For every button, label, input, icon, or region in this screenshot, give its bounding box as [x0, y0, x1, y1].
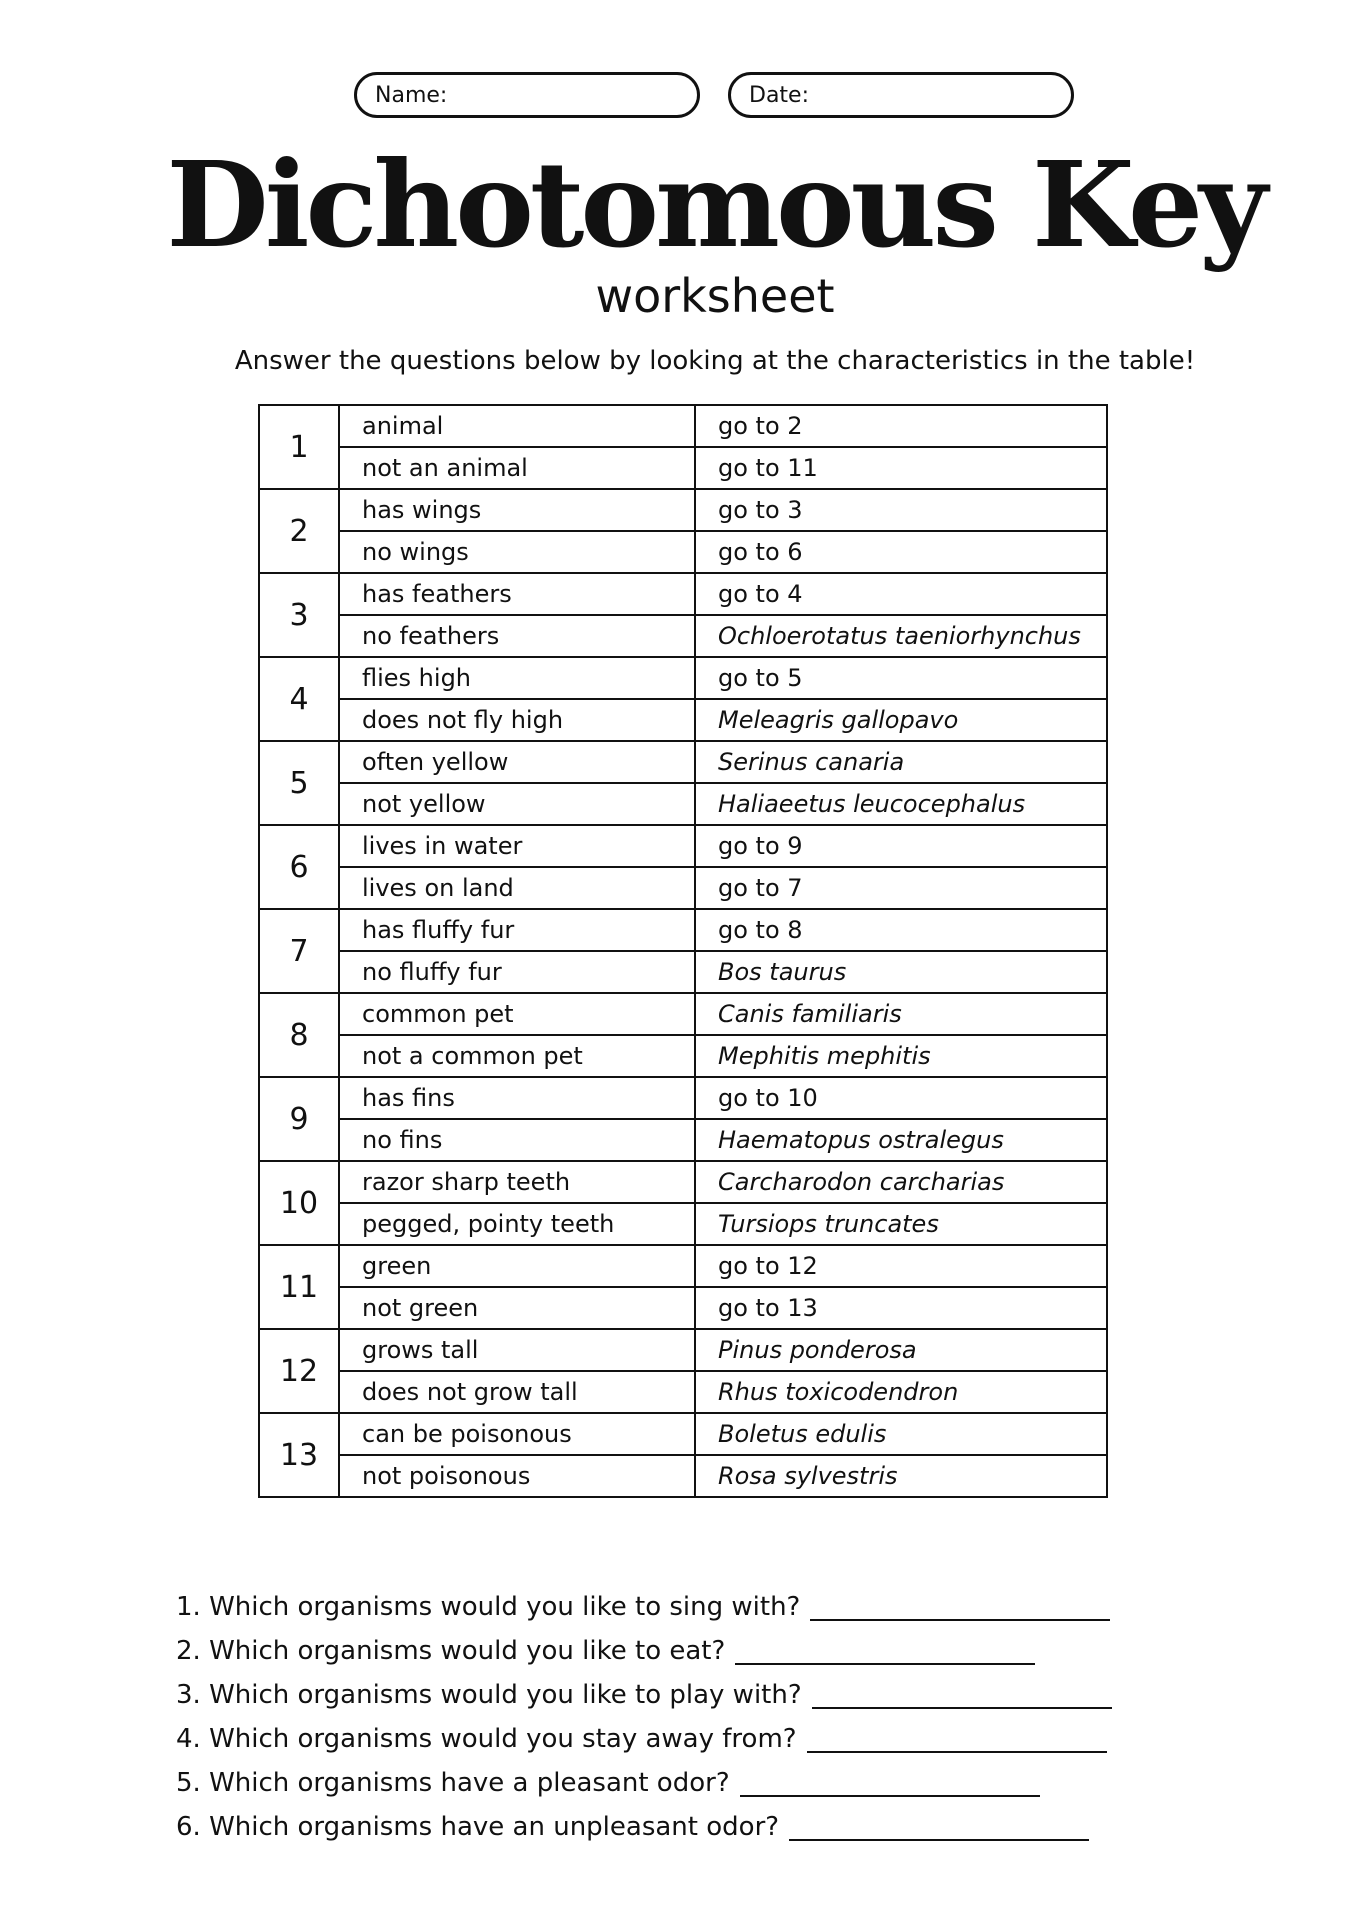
species-name-cell: Bos taurus — [695, 951, 1107, 993]
dichotomous-key-table — [258, 404, 1108, 1498]
name-label: Name: — [375, 82, 448, 108]
key-row — [259, 825, 1107, 867]
date-label: Date: — [749, 82, 809, 108]
trait-cell: does not fly high — [339, 699, 695, 741]
step-number: 4 — [259, 657, 339, 741]
species-name-cell: Rosa sylvestris — [695, 1455, 1107, 1497]
questions-list — [176, 1585, 1196, 1849]
step-number: 6 — [259, 825, 339, 909]
species-name-cell: Canis familiaris — [695, 993, 1107, 1035]
step-number: 8 — [259, 993, 339, 1077]
trait-cell: animal — [339, 405, 695, 447]
trait-cell: no fluffy fur — [339, 951, 695, 993]
key-row — [259, 867, 1107, 909]
step-number: 3 — [259, 573, 339, 657]
key-row — [259, 447, 1107, 489]
date-field[interactable] — [728, 72, 1074, 118]
go-to-cell: go to 5 — [695, 657, 1107, 699]
trait-cell: not a common pet — [339, 1035, 695, 1077]
key-row — [259, 1245, 1107, 1287]
step-number: 11 — [259, 1245, 339, 1329]
species-name-cell: Boletus edulis — [695, 1413, 1107, 1455]
key-row — [259, 1035, 1107, 1077]
question-item — [176, 1629, 1196, 1673]
trait-cell: lives in water — [339, 825, 695, 867]
go-to-cell: go to 3 — [695, 489, 1107, 531]
step-number: 2 — [259, 489, 339, 573]
answer-blank[interactable] — [807, 1721, 1107, 1753]
species-name-cell: Serinus canaria — [695, 741, 1107, 783]
trait-cell: flies high — [339, 657, 695, 699]
key-row — [259, 1455, 1107, 1497]
trait-cell: pegged, pointy teeth — [339, 1203, 695, 1245]
question-text: 5. Which organisms have a pleasant odor? — [176, 1768, 730, 1798]
key-row — [259, 741, 1107, 783]
step-number: 7 — [259, 909, 339, 993]
go-to-cell: go to 7 — [695, 867, 1107, 909]
trait-cell: does not grow tall — [339, 1371, 695, 1413]
name-field[interactable] — [354, 72, 700, 118]
step-number: 9 — [259, 1077, 339, 1161]
trait-cell: not an animal — [339, 447, 695, 489]
key-row — [259, 615, 1107, 657]
question-text: 1. Which organisms would you like to sing with? — [176, 1592, 801, 1622]
go-to-cell: go to 6 — [695, 531, 1107, 573]
trait-cell: no fins — [339, 1119, 695, 1161]
species-name-cell: Mephitis mephitis — [695, 1035, 1107, 1077]
question-text: 3. Which organisms would you like to play with? — [176, 1680, 802, 1710]
trait-cell: not poisonous — [339, 1455, 695, 1497]
key-row — [259, 1203, 1107, 1245]
go-to-cell: go to 9 — [695, 825, 1107, 867]
question-text: 2. Which organisms would you like to eat? — [176, 1636, 726, 1666]
trait-cell: no feathers — [339, 615, 695, 657]
key-row — [259, 1287, 1107, 1329]
species-name-cell: Pinus ponderosa — [695, 1329, 1107, 1371]
question-item — [176, 1673, 1196, 1717]
key-row — [259, 1119, 1107, 1161]
key-row — [259, 699, 1107, 741]
key-row — [259, 531, 1107, 573]
trait-cell: no wings — [339, 531, 695, 573]
trait-cell: common pet — [339, 993, 695, 1035]
step-number: 13 — [259, 1413, 339, 1497]
answer-blank[interactable] — [735, 1633, 1035, 1665]
key-row — [259, 405, 1107, 447]
go-to-cell: go to 13 — [695, 1287, 1107, 1329]
key-row — [259, 951, 1107, 993]
key-row — [259, 783, 1107, 825]
trait-cell: often yellow — [339, 741, 695, 783]
question-item — [176, 1585, 1196, 1629]
go-to-cell: go to 2 — [695, 405, 1107, 447]
trait-cell: has feathers — [339, 573, 695, 615]
trait-cell: has wings — [339, 489, 695, 531]
answer-blank[interactable] — [812, 1677, 1112, 1709]
trait-cell: has fluffy fur — [339, 909, 695, 951]
trait-cell: grows tall — [339, 1329, 695, 1371]
question-item — [176, 1717, 1196, 1761]
go-to-cell: go to 4 — [695, 573, 1107, 615]
trait-cell: has fins — [339, 1077, 695, 1119]
question-text: 4. Which organisms would you stay away from? — [176, 1724, 797, 1754]
question-text: 6. Which organisms have an unpleasant odor? — [176, 1812, 780, 1842]
page-subtitle: worksheet — [595, 269, 835, 323]
go-to-cell: go to 12 — [695, 1245, 1107, 1287]
key-row — [259, 1371, 1107, 1413]
question-item — [176, 1761, 1196, 1805]
instructions-text: Answer the questions below by looking at the characteristics in the table! — [234, 346, 1196, 376]
go-to-cell: go to 10 — [695, 1077, 1107, 1119]
step-number: 10 — [259, 1161, 339, 1245]
species-name-cell: Carcharodon carcharias — [695, 1161, 1107, 1203]
key-row — [259, 1329, 1107, 1371]
go-to-cell: go to 8 — [695, 909, 1107, 951]
page-title: Dichotomous Key — [166, 135, 1264, 274]
species-name-cell: Haematopus ostralegus — [695, 1119, 1107, 1161]
trait-cell: razor sharp teeth — [339, 1161, 695, 1203]
trait-cell: not yellow — [339, 783, 695, 825]
key-row — [259, 573, 1107, 615]
species-name-cell: Meleagris gallopavo — [695, 699, 1107, 741]
trait-cell: can be poisonous — [339, 1413, 695, 1455]
key-row — [259, 909, 1107, 951]
go-to-cell: go to 11 — [695, 447, 1107, 489]
key-row — [259, 489, 1107, 531]
species-name-cell: Tursiops truncates — [695, 1203, 1107, 1245]
answer-blank[interactable] — [789, 1809, 1089, 1841]
step-number: 1 — [259, 405, 339, 489]
key-row — [259, 1413, 1107, 1455]
answer-blank[interactable] — [740, 1765, 1040, 1797]
key-row — [259, 1161, 1107, 1203]
species-name-cell: Ochloerotatus taeniorhynchus — [695, 615, 1107, 657]
trait-cell: green — [339, 1245, 695, 1287]
question-item — [176, 1805, 1196, 1849]
key-row — [259, 993, 1107, 1035]
trait-cell: lives on land — [339, 867, 695, 909]
key-row — [259, 657, 1107, 699]
answer-blank[interactable] — [810, 1589, 1110, 1621]
step-number: 12 — [259, 1329, 339, 1413]
step-number: 5 — [259, 741, 339, 825]
trait-cell: not green — [339, 1287, 695, 1329]
species-name-cell: Rhus toxicodendron — [695, 1371, 1107, 1413]
key-row — [259, 1077, 1107, 1119]
species-name-cell: Haliaeetus leucocephalus — [695, 783, 1107, 825]
